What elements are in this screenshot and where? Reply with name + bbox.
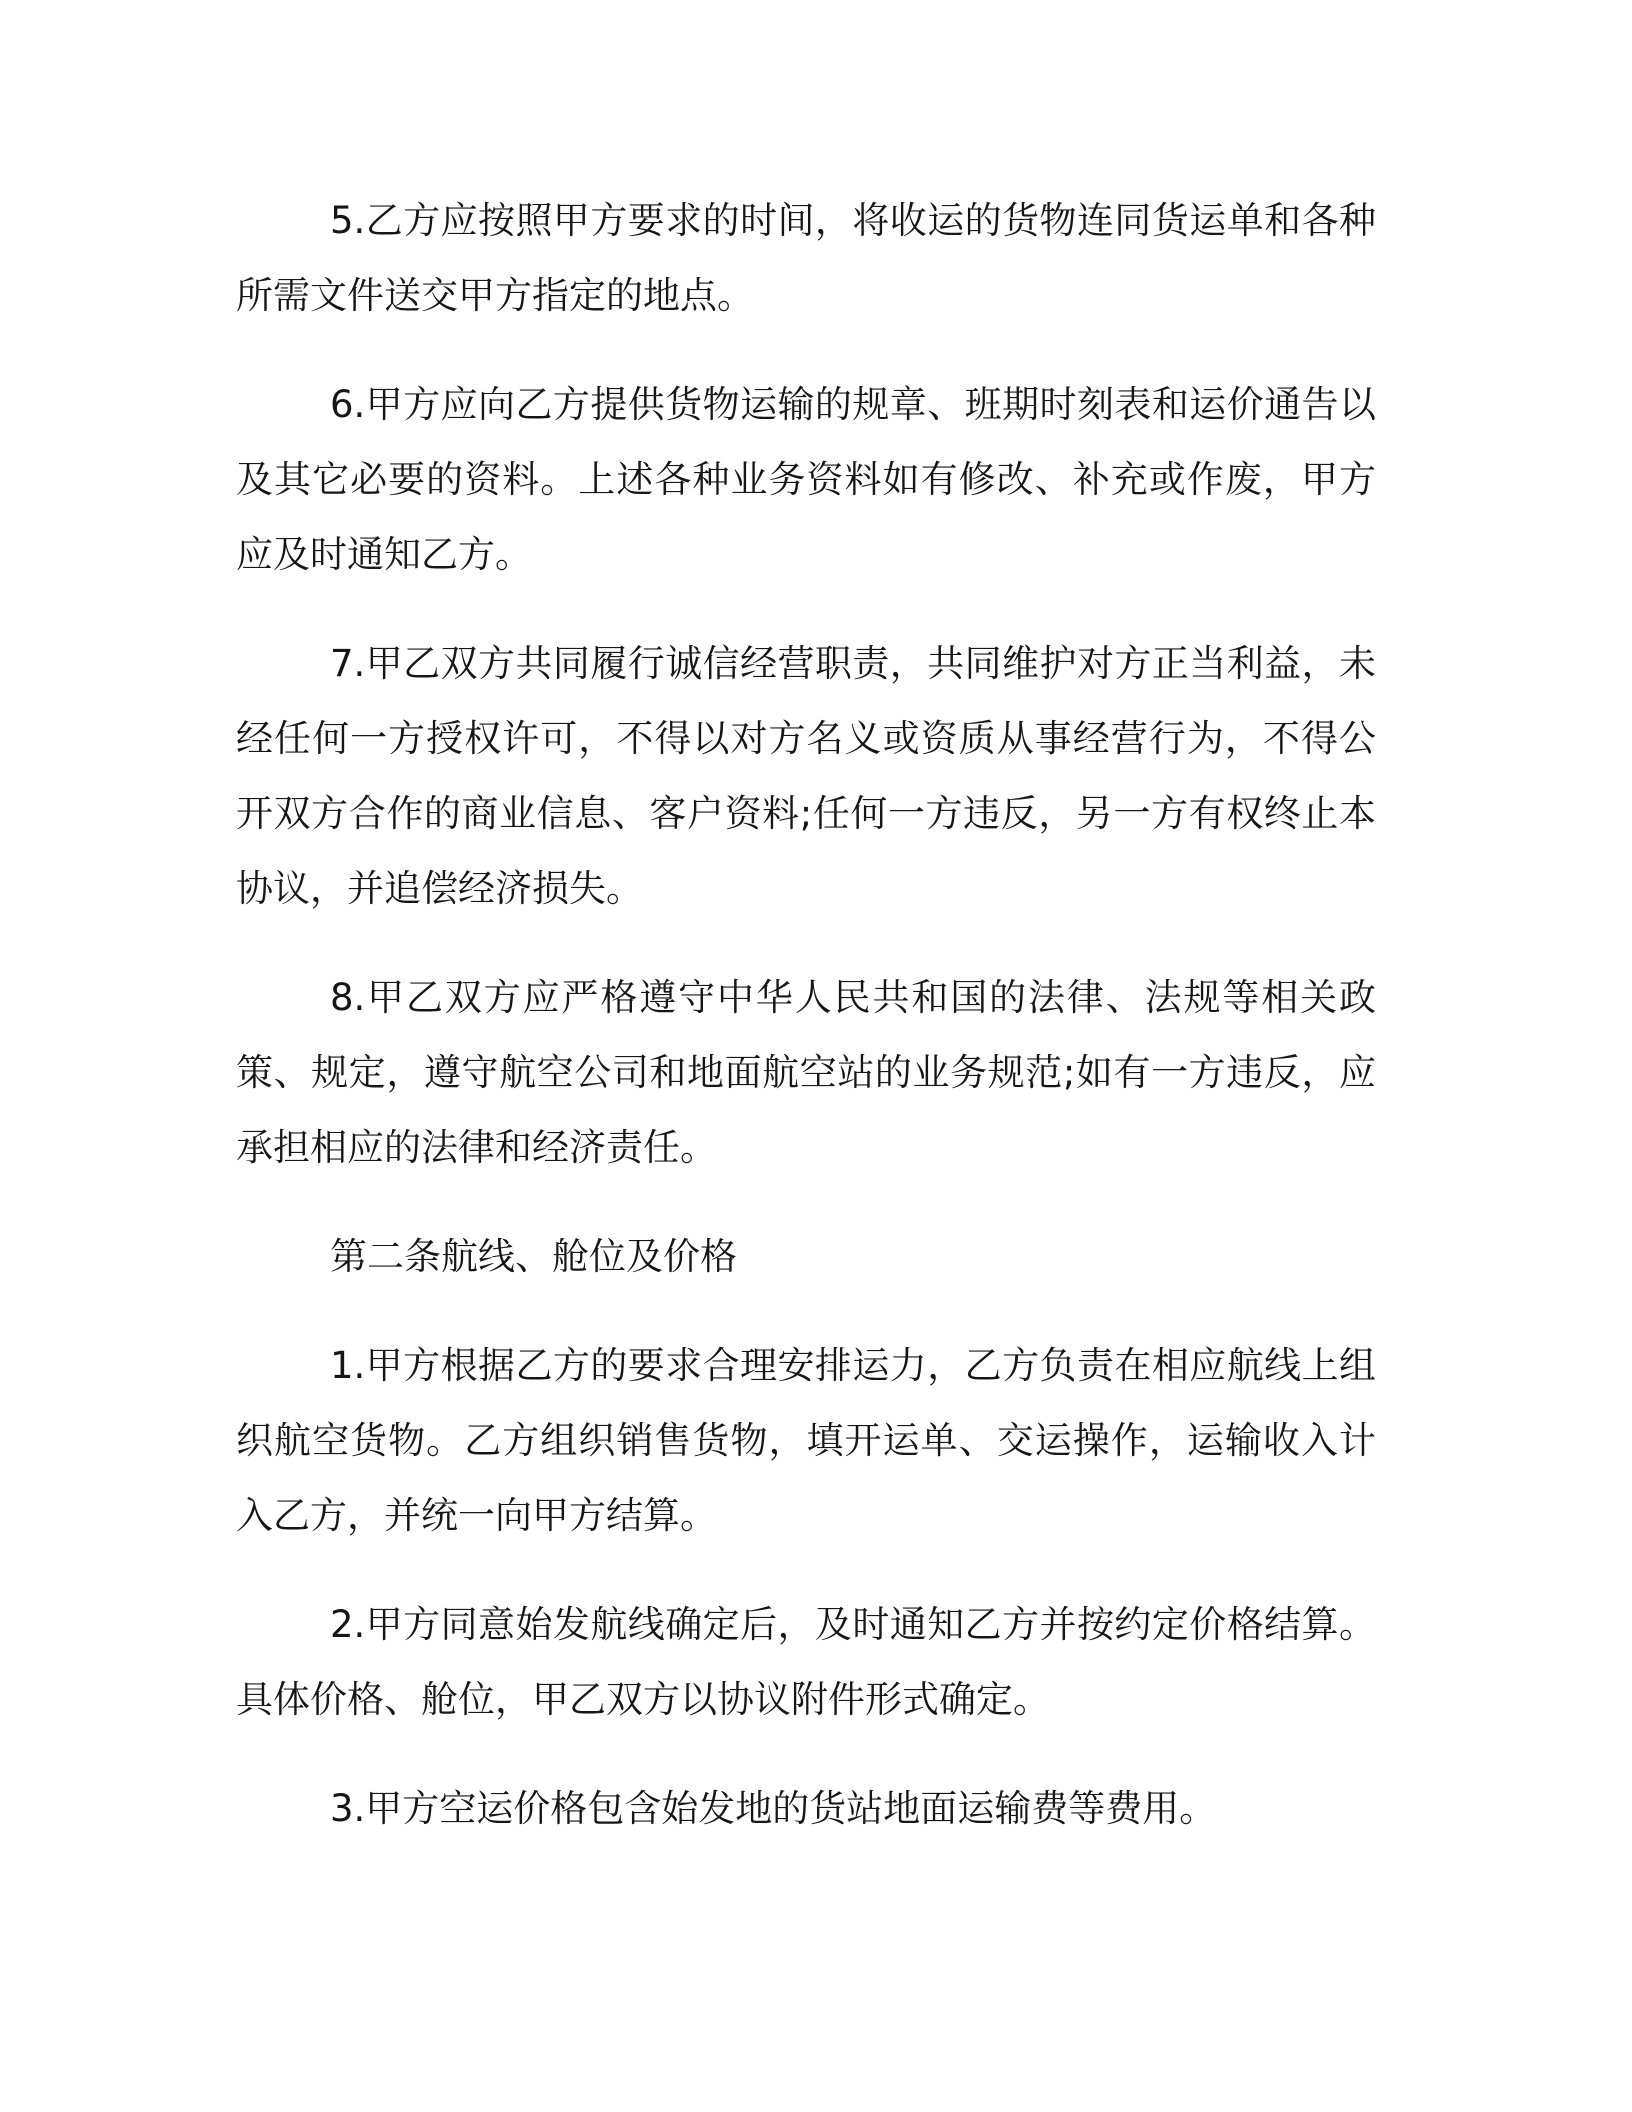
section-clause-1: 1.甲方根据乙方的要求合理安排运力，乙方负责在相应航线上组织航空货物。乙方组织销售货物，填开运单、交运操作，运输收入计入乙方，并统一向甲方结算。 [236, 1344, 1376, 1537]
section-clause-3: 3.甲方空运价格包含始发地的货站地面运输费等费用。 [330, 1787, 1217, 1830]
clause-8: 8.甲乙双方应严格遵守中华人民共和国的法律、法规等相关政策、规定，遵守航空公司和地面航空站的业务规范;如有一方违反，应承担相应的法律和经济责任。 [236, 976, 1376, 1169]
document-body [236, 183, 1376, 1880]
clause-6: 6.甲方应向乙方提供货物运输的规章、班期时刻表和运价通告以及其它必要的资料。上述各种业务资料如有修改、补充或作废，甲方应及时通知乙方。 [236, 383, 1376, 576]
section-clause-2: 2.甲方同意始发航线确定后，及时通知乙方并按约定价格结算。具体价格、舱位，甲乙双方以协议附件形式确定。 [236, 1603, 1376, 1721]
clause-7: 7.甲乙双方共同履行诚信经营职责，共同维护对方正当利益，未经任何一方授权许可，不得以对方名义或资质从事经营行为，不得公开双方合作的商业信息、客户资料;任何一方违反，另一方有权终止本协议，并追偿经济损失。 [236, 642, 1376, 910]
section-heading: 第二条航线、舱位及价格 [330, 1235, 737, 1278]
clause-5: 5.乙方应按照甲方要求的时间，将收运的货物连同货运单和各种所需文件送交甲方指定的地点。 [236, 199, 1376, 317]
